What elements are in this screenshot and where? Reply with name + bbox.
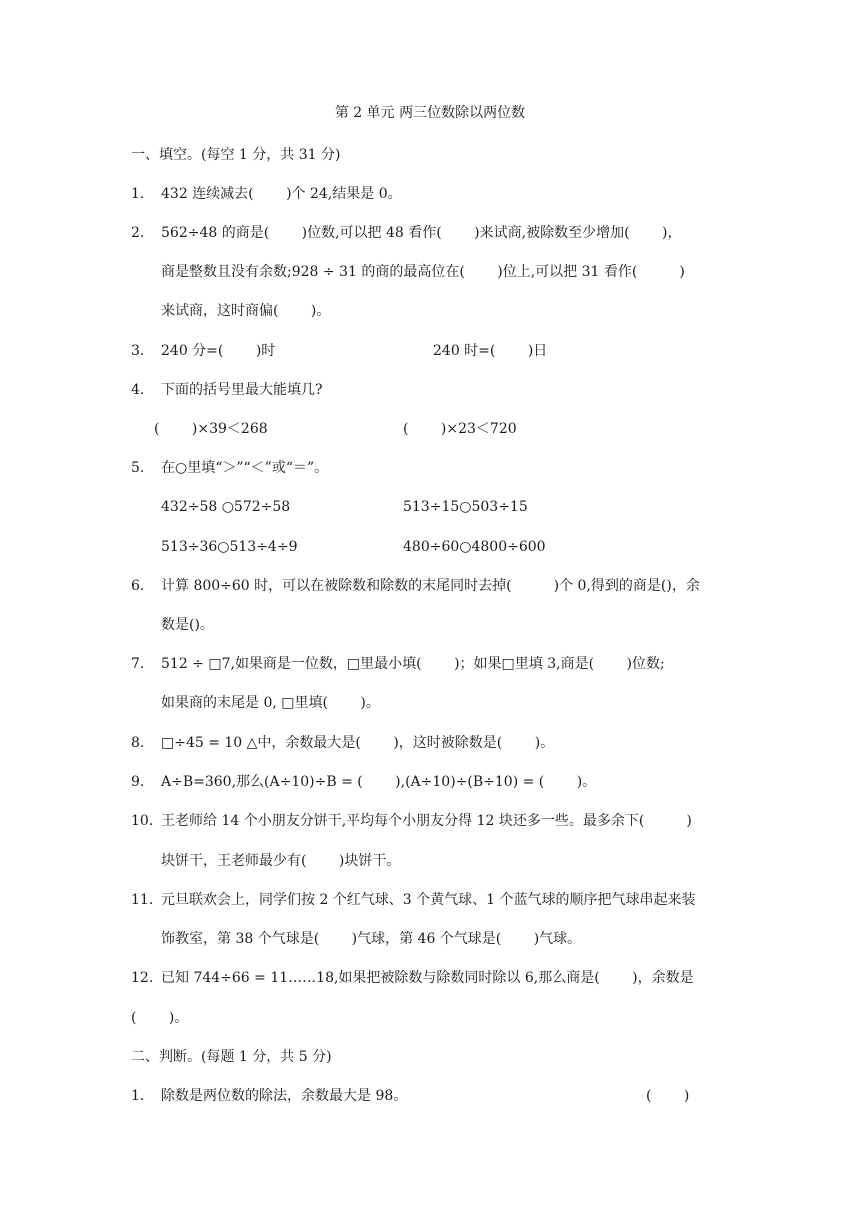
- q9-text: A÷B=360,那么(A÷10)÷B = ( ),(A÷10)÷(B÷10) = ( )。: [161, 774, 597, 790]
- q6-number: 6.: [131, 578, 145, 594]
- q1-number: 1.: [131, 186, 145, 202]
- section1-heading: 一、填空。(每空 1 分，共 31 分): [131, 147, 341, 163]
- q3-number: 3.: [131, 343, 145, 359]
- q6-line1: 计算 800÷60 时，可以在被除数和除数的末尾同时去掉( )个 0,得到的商是()，余: [161, 578, 700, 594]
- s2-q1-answer-blank[interactable]: ( ): [646, 1088, 690, 1104]
- q12-number: 12.: [131, 970, 154, 986]
- q5-number: 5.: [131, 460, 145, 476]
- q5-item-d: 480÷60○4800÷600: [403, 539, 546, 555]
- q8-number: 8.: [131, 735, 145, 751]
- q2-number: 2.: [131, 225, 145, 241]
- q10-number: 10.: [131, 813, 154, 829]
- q9-number: 9.: [131, 774, 145, 790]
- s2-q1-number: 1.: [131, 1088, 145, 1104]
- q4-text: 下面的括号里最大能填几?: [161, 382, 323, 398]
- q5-text: 在○里填“＞”“＜”或“＝”。: [161, 460, 329, 476]
- q10-line1: 王老师给 14 个小朋友分饼干,平均每个小朋友分得 12 块还多一些。最多余下( ): [161, 813, 692, 829]
- q2-line2: 商是整数且没有余数;928 ÷ 31 的商的最高位在( )位上,可以把 31 看作( ): [161, 264, 685, 280]
- q4-number: 4.: [131, 382, 145, 398]
- q4-part-b: ( )×23＜720: [403, 421, 517, 437]
- q11-line2: 饰教室，第 38 个气球是( )气球，第 46 个气球是( )气球。: [161, 931, 582, 947]
- q12-line1: 已知 744÷66 = 11……18,如果把被除数与除数同时除以 6,那么商是( )，余数是: [161, 970, 694, 986]
- q6-line2: 数是()。: [161, 617, 214, 633]
- q3-part-a: 240 分=( )时: [161, 343, 276, 359]
- q11-line1: 元旦联欢会上，同学们按 2 个红气球、3 个黄气球、1 个蓝气球的顺序把气球串起来装: [161, 892, 696, 908]
- q2-line3: 来试商，这时商偏( )。: [161, 303, 331, 319]
- q7-number: 7.: [131, 656, 145, 672]
- q5-item-c: 513÷36○513÷4÷9: [161, 539, 298, 555]
- s2-q1-text: 除数是两位数的除法，余数最大是 98。: [161, 1088, 408, 1104]
- page-title: 第 2 单元 两三位数除以两位数: [334, 105, 526, 121]
- q5-item-a: 432÷58 ○572÷58: [161, 499, 291, 515]
- q3-part-b: 240 时=( )日: [433, 343, 548, 359]
- q8-text: □÷45 = 10 △中，余数最大是( )，这时被除数是( )。: [161, 735, 555, 751]
- q7-line1: 512 ÷ □7,如果商是一位数，□里最小填( )；如果□里填 3,商是( )位数;: [161, 656, 665, 672]
- q10-line2: 块饼干，王老师最少有( )块饼干。: [161, 853, 401, 869]
- q11-number: 11.: [131, 892, 154, 908]
- q2-line1: 562÷48 的商是( )位数,可以把 48 看作( )来试商,被除数至少增加( )，: [161, 225, 682, 241]
- q1-text: 432 连续减去( )个 24,结果是 0。: [161, 186, 402, 202]
- section2-heading: 二、判断。(每题 1 分，共 5 分): [131, 1049, 332, 1065]
- q4-part-a: ( )×39＜268: [154, 421, 268, 437]
- q7-line2: 如果商的末尾是 0, □里填( )。: [161, 695, 380, 711]
- q5-item-b: 513÷15○503÷15: [403, 499, 528, 515]
- q12-line2: ( )。: [131, 1010, 189, 1026]
